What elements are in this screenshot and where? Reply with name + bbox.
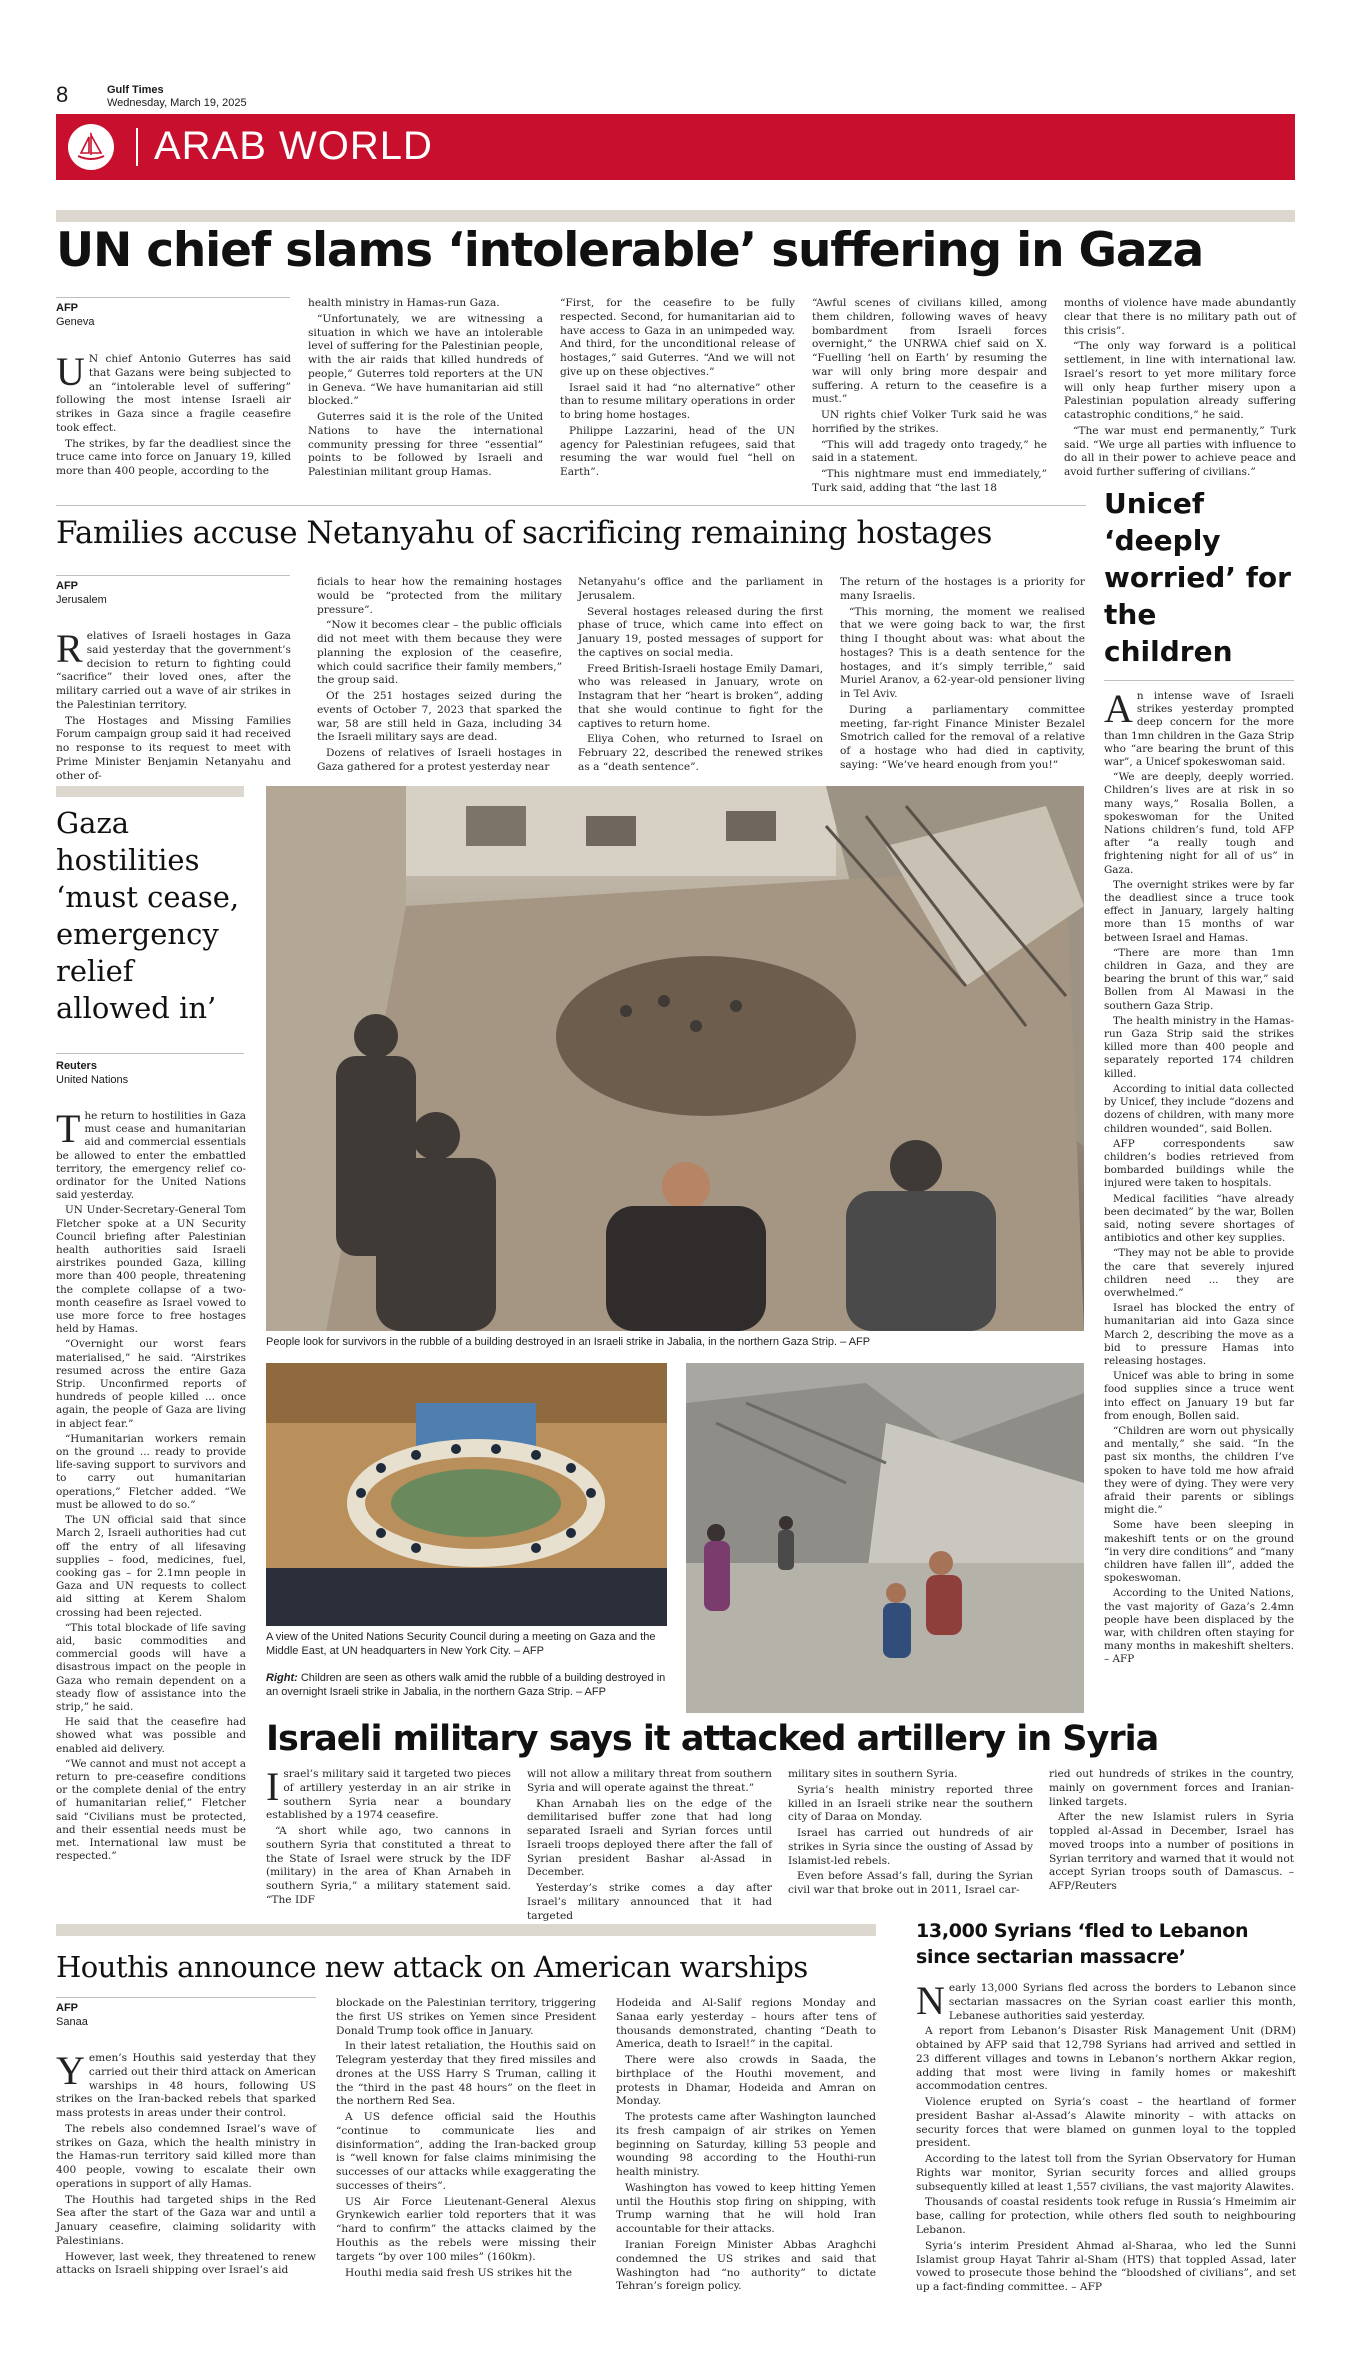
- section-logo: [68, 124, 114, 170]
- page-number: 8: [56, 82, 69, 107]
- caption-label: Right:: [266, 1672, 298, 1684]
- story5-col2: will not allow a military threat from southern Syria and will operate against the threat.” Khan Arnabah lies on the edge of the demilitarised buffer zone that had long separated Israeli and Syrian forces until Israeli troops deployed there after the fall of Syrian president Bashar al-Assad in December. Yesterday’s strike comes a day after Israel’s military announced that it had targeted: [527, 1768, 772, 1922]
- story1-source: AFP: [56, 302, 78, 314]
- story1-col5: months of violence have made abundantly clear that there is no military path out of this crisis”. “The only way forward is a political settlement, in line with international law. Israel’s resort to yet more military force will only heap further misery upon a Palestinian population already suffering catastrophic conditions,” he said. “The war must end permanently,” Turk said. “We urge all parties with influence to do all in their power to achieve peace and avoid further suffering of civilians.”: [1064, 297, 1296, 479]
- story6-headline: Houthis announce new attack on American warships: [56, 1950, 808, 1984]
- story1-col2: health ministry in Hamas-run Gaza. “Unfortunately, we are witnessing a situation in which we have an intolerable level of suffering for the Palestinian people, with the air raids that killed hundreds of people,” Guterres told reporters at the UN in Geneva. “We have humanitarian aid still blocked.” Guterres said it is the role of the United Nations to have the international community pressing for three “essential” points to be followed by Israeli and Palestinian militant group Hamas.: [308, 297, 543, 479]
- story5-col3: military sites in southern Syria. Syria’s health ministry reported three killed in an Israeli strike near the southern city of Daraa on Monday. Israel has carried out hundreds of air strikes in Syria since the ousting of Assad by Islamist-led rebels. Even before Assad’s fall, during the Syrian civil war that broke out in 2011, Israel car-: [788, 1768, 1033, 1897]
- story6-col2: blockade on the Palestinian territory, triggering the first US strikes on Yemen since President Donald Trump took office in January. In their latest retaliation, the Houthis said on Telegram yesterday that they fired missiles and drones at the USS Harry S Truman, calling it the “third in the past 48 hours” on the fleet in the northern Red Sea. A US defence official said the Houthis “continue to communicate lies and disinformation”, adding the Iran-backed group is “well known for false claims minimising the successes of our attacks while exaggerating the successes of theirs”. US Air Force Lieutenant-General Alexus Grynkewich earlier told reporters that it was “hard to confirm” the attacks claimed by the Houthis as the rebels were missing their targets “by over 100 miles” (160km). Houthi media said fresh US strikes hit the: [336, 1997, 596, 2279]
- story1-col1: U N chief Antonio Guterres has said that Gazans were being subjected to an “intolerable level of suffering” following the most intense Israeli air strikes in Gaza since a fragile ceasefire took effect. The strikes, by far the deadliest since the truce came into force on January 19, killed more than 400 people, according to the: [56, 349, 291, 478]
- story1-col3: “First, for the ceasefire to be fully respected. Second, for humanitarian aid to have access to Gaza in an unimpeded way. And third, for the unconditional release of hostages,” said Guterres. “And we will not give up on these objectives.” Israel said it had “no alternative” other than to resume military operations in order to bring home hostages. Philippe Lazzarini, head of the UN agency for Palestinian refugees, said that resuming the war would fuel “hell on Earth”.: [560, 297, 795, 479]
- rule: [56, 505, 1086, 506]
- unsc-photo: [266, 1363, 667, 1626]
- children-photo-caption: Right: Children are seen as others walk amid the rubble of a building destroyed in an overnight Israeli strike in Jabalia, in the northern Gaza Strip. – AFP: [266, 1672, 666, 1699]
- section-title: ARAB WORLD: [154, 124, 433, 168]
- main-photo: [266, 786, 1084, 1331]
- story5-col4: ried out hundreds of strikes in the country, mainly on government forces and Iranian-linked targets. After the new Islamist rulers in Syria toppled al-Assad in December, Israel has moved troops into a number of positions in Syrian territory and warned that it would not accept Syrian troops south of Damascus. – AFP/Reuters: [1049, 1768, 1294, 1893]
- rule: [1104, 680, 1294, 681]
- story4-source: Reuters: [56, 1060, 97, 1072]
- story2-col2: ficials to hear how the remaining hostages would be “protected from the military pressure”. “Now it becomes clear – the public officials did not meet with them because they were planning the explosion of the ceasefire, which could sacrifice their family members,” the group said. Of the 251 hostages seized during the events of October 7, 2023 that sparked the war, 58 are still held in Gaza, including 34 the Israeli military says are dead. Dozens of relatives of Israeli hostages in Gaza gathered for a protest yesterday near: [317, 576, 562, 773]
- story6-source: AFP: [56, 2002, 78, 2014]
- boat-icon: [68, 124, 114, 170]
- story4-headline: Gaza hostilities ‘must cease, emergency relief allowed in’: [56, 806, 240, 1025]
- section-banner: [56, 114, 1295, 180]
- section-divider: [136, 128, 138, 166]
- story2-source: AFP: [56, 580, 78, 592]
- story5-col1: Israel’s military said it targeted two pieces of artillery yesterday in an air strike in southern Syria near a boundary established by a 1974 ceasefire. “A short while ago, two cannons in southern Syria that constituted a threat to the State of Israel were struck by the IDF (military) in the area of Khan Arnabeh in southern Syria,” a military statement said. “The IDF: [266, 1764, 511, 1906]
- story6-dateline: Sanaa: [56, 2016, 88, 2028]
- story6-col3: Hodeida and Al-Salif regions Monday and Sanaa early yesterday – hours after tens of thousands demonstrated, chanting “Death to America, death to Israel!” in the capital. There were also crowds in Saada, the birthplace of the Houthi movement, and protests in Dhamar, Hodeida and Amran on Monday. The protests came after Washington launched its fresh campaign of air strikes on Yemen beginning on Saturday, killing 53 people and wounding 98 according to the Houthi-run health ministry. Washington has vowed to keep hitting Yemen until the Houthis stop firing on shipping, with Trump warning that he will hold Iran accountable for their attacks. Iranian Foreign Minister Abbas Araghchi condemned the US strikes and said that Washington had “no authority” to dictate Tehran’s foreign policy.: [616, 1997, 876, 2293]
- rule: [56, 297, 290, 298]
- story2-col3: Netanyahu’s office and the parliament in Jerusalem. Several hostages released during the first phase of truce, which came into effect on January 19, posted messages of support for the captives on social media. Freed British-Israeli hostage Emily Damari, who was released in January, wrote on Instagram that her “heart is broken”, adding that she would continue to fight for the captives to return home. Eliya Cohen, who returned to Israel on February 22, described the renewed strikes as a “death sentence”.: [578, 576, 823, 773]
- masthead-paper: Gulf Times: [107, 84, 164, 96]
- story3-body: An intense wave of Israeli strikes yesterday prompted deep concern for the more than 1mn children in the Gaza Strip who “are bearing the brunt of this war”, a Unicef spokeswoman said. “We are deeply, deeply worried. Children’s lives are at risk in so many ways,” Rosalia Bollen, a spokeswoman for the United Nations children’s fund, told AFP after “a really tough and frightening night for all of us” in Gaza. The overnight strikes were by far the deadliest since a truce took effect in January, largely halting more than 15 months of war between Israel and Hamas. “There are more than 1mn children in Gaza, and they are bearing the brunt of this war,” said Bollen from Al Mawasi in the southern Gaza Strip. The health ministry in the Hamas-run Gaza Strip said the strikes killed more than 400 people and separately reported 174 children killed. According to initial data collected by Unicef, they include “dozens and dozens of children, with many more children wounded”, said Bollen. AFP correspondents saw children’s bodies retrieved from bombarded buildings while the injured were taken to hospitals. Medical facilities “have already been decimated” by the war, Bollen said, noting severe shortages of antibiotics and other key supplies. “They may not be able to provide the care that severely injured children need ... they are overwhelmed.” Israel has blocked the entry of humanitarian aid into Gaza since March 2, describing the move as a bid to pressure Hamas into releasing hostages. Unicef was able to bring in some food supplies since a truce went into effect on January 19 but far from enough, Bollen said. “Children are worn out physically and mentally,” she said. “In the past six months, the children I’ve spoken to have told me how afraid they were of dying. They were very afraid their parents or siblings might die.” Some have been sleeping in makeshift tents or on the ground “in very dire conditions” and “many children have fallen ill”, added the spokeswoman. According to the United Nations, the vast majority of Gaza’s 2.4mn people have been displaced by the war, with children often staying for many months in makeshift shelters. – AFP: [1104, 686, 1294, 1666]
- story2-dateline: Jerusalem: [56, 594, 107, 606]
- story6-col1: Yemen’s Houthis said yesterday that they carried out their third attack on American warships in 48 hours, following US strikes on the Iran-backed rebels that sparked mass protests in areas under their control. The rebels also condemned Israel’s wave of strikes on Gaza, which the health ministry in the Hamas-run territory said killed more than 400 people, vowing to escalate their own operations in support of ally Hamas. The Houthis had targeted ships in the Red Sea after the start of the Gaza war and until a January ceasefire, claiming solidarity with Palestinians. However, last week, they threatened to renew attacks on Israeli shipping over Israel’s aid: [56, 2048, 316, 2277]
- masthead-date: Wednesday, March 19, 2025: [107, 97, 247, 109]
- unsc-photo-caption: A view of the United Nations Security Council during a meeting on Gaza and the Middle East, at UN headquarters in New York City. – AFP: [266, 1631, 656, 1658]
- story7-headline: 13,000 Syrians ‘fled to Lebanon since sectarian massacre’: [916, 1920, 1249, 1968]
- story2-col1: Relatives of Israeli hostages in Gaza said yesterday that the government’s decision to return to fighting could “sacrifice” their loved ones, after the military carried out a wave of air strikes in the Palestinian territory. The Hostages and Missing Families Forum campaign group said it had received no response to its request to meet with Prime Minister Benjamin Netanyahu and other of-: [56, 626, 291, 782]
- drop-cap: R: [56, 626, 83, 671]
- rule: [56, 575, 290, 576]
- story1-headline: UN chief slams ‘intolerable’ suffering in Gaza: [56, 223, 1204, 278]
- drop-cap: A: [1104, 686, 1133, 731]
- children-photo: [686, 1363, 1084, 1713]
- story7-body: Nearly 13,000 Syrians fled across the borders to Lebanon since sectarian massacres on the Syrian coast earlier this month, Lebanese authorities said yesterday. A report from Lebanon’s Disaster Risk Management Unit (DRM) obtained by AFP said that 12,798 Syrians had arrived and settled in 23 different villages and towns in Lebanon’s northern Akkar region, adding that most were living in family homes or makeshift accommodation centres. Violence erupted on Syria’s coast – the heartland of former president Bashar al-Assad’s Alawite minority – with attacks on security forces that were blamed on gunmen loyal to the toppled president. According to the latest toll from the Syrian Observatory for Human Rights war monitor, Syrian security forces and allied groups subsequently killed at least 1,557 civilians, the vast majority Alawites. Thousands of coastal residents took refuge in Russia’s Hmeimim air base, calling for protection, while others fled south to neighbouring Lebanon. Syria’s interim President Ahmad al-Sharaa, who led the Sunni Islamist group Hayat Tahrir al-Sham (HTS) that toppled Assad, later vowed to prosecute those behind the “bloodshed of civilians”, and set up a fact-finding committee. – AFP: [916, 1978, 1296, 2294]
- story1-col4: “Awful scenes of civilians killed, among them children, following waves of heavy bombardment from Israeli forces overnight,” the UNRWA chief said on X. “Fuelling ‘hell on Earth’ by resuming the war will only bring more despair and suffering. A return to the ceasefire is a must.” UN rights chief Volker Turk said he was horrified by the strikes. “This will add tragedy onto tragedy,” he said in a statement. “This nightmare must end immediately,” Turk said, adding that “the last 18: [812, 297, 1047, 494]
- story3-headline: Unicef ‘deeply worried’ for the children: [1104, 487, 1291, 668]
- story4-body: The return to hostilities in Gaza must cease and humanitarian aid and commercial essentials be allowed to enter the embattled territory, the emergency relief co-ordinator for the United Nations said yesterday. UN Under-Secretary-General Tom Fletcher spoke at a UN Security Council briefing after Palestinian health authorities said Israeli airstrikes pounded Gaza, killing more than 400 people, threatening the complete collapse of a two-month ceasefire as Israel vowed to use more force to free hostages held by Hamas. “Overnight our worst fears materialised,” he said. “Airstrikes resumed across the entire Gaza Strip. Unconfirmed reports of hundreds of people killed ... once again, the people of Gaza are living in abject fear.” “Humanitarian workers remain on the ground ... ready to provide life-saving support to survivors and to carry out humanitarian operations,” Fletcher added. “We must be allowed to do so.” The UN official said that since March 2, Israeli authorities had cut off the entry of all lifesaving supplies – food, medicines, fuel, cooking gas – for 2.1mn people in Gaza and UN requests to collect aid sitting at Kerem Shalom crossing had been rejected. “This total blockade of life saving aid, basic commodities and commercial goods will have a disastrous impact on the people in Gaza who remain dependent on a steady flow of assistance into the strip,” he said. He said that the ceasefire had showed what was possible and enabled aid delivery. “We cannot and must not accept a return to pre-ceasefire conditions or the complete denial of the entry of humanitarian relief,” Fletcher said “Civilians must be protected, and their essential needs must be met. International law must be respected.”: [56, 1106, 246, 1863]
- drop-cap: I: [266, 1764, 280, 1809]
- story1-dateline: Geneva: [56, 316, 95, 328]
- story2-headline: Families accuse Netanyahu of sacrificing remaining hostages: [56, 515, 992, 551]
- drop-cap: N: [916, 1978, 945, 2023]
- story2-col4: The return of the hostages is a priority for many Israelis. “This morning, the moment we realised that we were going back to war, the first thing I thought about was: what about the hostages? This is a death sentence for the hostages, and it’s simply terrible,” said Muriel Aranov, a 62-year-old pensioner living in Tel Aviv. During a parliamentary committee meeting, far-right Finance Minister Bezalel Smotrich called for the removal of a relative of a hostage who had died in captivity, saying: “We’ve heard enough from you!”: [840, 576, 1085, 771]
- drop-cap: Y: [56, 2048, 85, 2093]
- rule: [56, 786, 244, 797]
- drop-cap: U: [56, 349, 85, 394]
- rule: [56, 210, 1295, 222]
- rule: [56, 1053, 244, 1054]
- rule: [56, 1924, 876, 1936]
- drop-cap: T: [56, 1106, 81, 1151]
- rule: [56, 1997, 316, 1998]
- story5-headline: Israeli military says it attacked artillery in Syria: [266, 1719, 1159, 1759]
- main-photo-caption: People look for survivors in the rubble of a building destroyed in an Israeli strike in Jabalia, in the northern Gaza Strip. – AFP: [266, 1336, 871, 1348]
- story4-dateline: United Nations: [56, 1074, 129, 1086]
